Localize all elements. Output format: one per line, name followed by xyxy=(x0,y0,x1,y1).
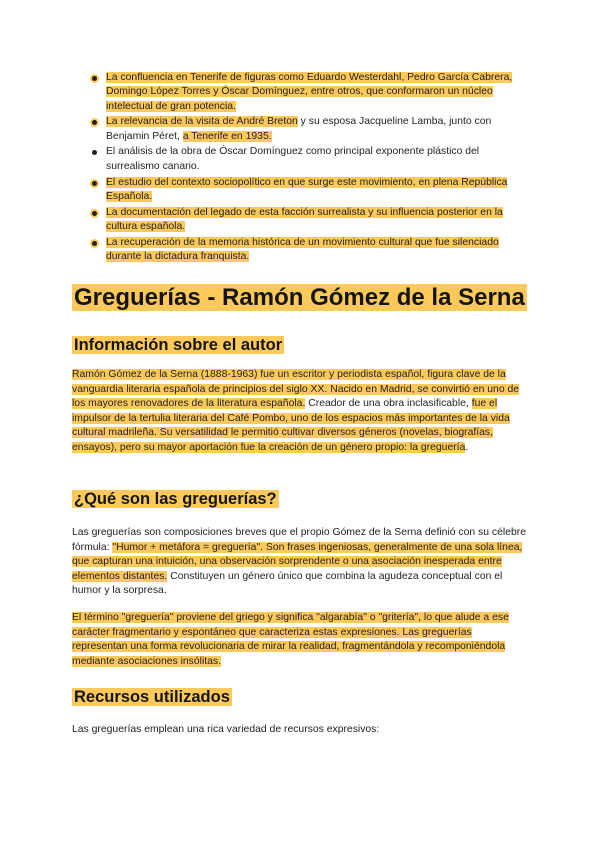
list-item: El análisis de la obra de Óscar Domínguez como principal exponente plástico del surrealismo canario. xyxy=(92,145,522,174)
bullet-icon xyxy=(92,241,97,246)
section-heading-author: Información sobre el autor xyxy=(74,336,283,354)
what-paragraph-2: El término "greguería" proviene del griego y significa "algarabía" o "gritería", lo que alude a ese carácter fragmentario y espontáneo que caracteriza estas expresiones. Las greguerías representan una forma revolucionaria de mirar la realidad, fragmentándola y recomponiéndola mediante asociaciones insólitas. xyxy=(72,612,509,667)
author-paragraph: Ramón Gómez de la Serna (1888-1963) fue un escritor y periodista español, figura clave de la vanguardia literaria española de principios del siglo XX. Nacido en Madrid, se convirtió en uno de los mayores renovadores de la literatura española. Creador de una obra inclasificable, fue el impulsor de la tertulia literaria del Café Pombo, uno de los espacios más importantes de la vida cultural madrileña. Su versatilidad le permitió cultivar diversos géneros (novelas, biografías, ensayos), pero su mayor aportación fue la creación de un género propio: la greguería. xyxy=(72,369,520,453)
objectives-list xyxy=(92,71,522,266)
list-item: La recuperación de la memoria histórica de un movimiento cultural que fue silenciado durante la dictadura franquista. xyxy=(92,236,522,265)
section-heading-resources: Recursos utilizados xyxy=(74,688,230,706)
what-paragraph-1: Las greguerías son composiciones breves que el propio Gómez de la Serna definió con su célebre fórmula: "Humor + metáfora = greguería". Son frases ingeniosas, generalmente de una sola línea, que capturan una intuición, una observación sorprendente o una asociación inesperada entre elementos distantes. Constituyen un género único que combina la agudeza conceptual con el humor y la sorpresa. xyxy=(72,527,526,597)
list-item: La confluencia en Tenerife de figuras como Eduardo Westerdahl, Pedro García Cabrera, Domingo López Torres y Óscar Domínguez, entre otros, que conformaron un núcleo intelectual de gran potencia. xyxy=(92,71,522,114)
page-title: Greguerías - Ramón Gómez de la Serna xyxy=(74,284,525,311)
list-item: La documentación del legado de esta facción surrealista y su influencia posterior en la cultura española. xyxy=(92,206,522,235)
bullet-icon xyxy=(92,150,97,155)
bullet-icon xyxy=(92,76,97,81)
section-heading-what: ¿Qué son las greguerías? xyxy=(74,490,277,508)
bullet-icon xyxy=(92,211,97,216)
bullet-icon xyxy=(92,181,97,186)
resources-paragraph: Las greguerías emplean una rica variedad de recursos expresivos: xyxy=(72,724,380,735)
list-item: El estudio del contexto sociopolítico en que surge este movimiento, en plena República Española. xyxy=(92,176,522,205)
list-item: La relevancia de la visita de André Breton y su esposa Jacqueline Lamba, junto con Benjamin Péret, a Tenerife en 1935. xyxy=(92,115,522,144)
bullet-icon xyxy=(92,120,97,125)
